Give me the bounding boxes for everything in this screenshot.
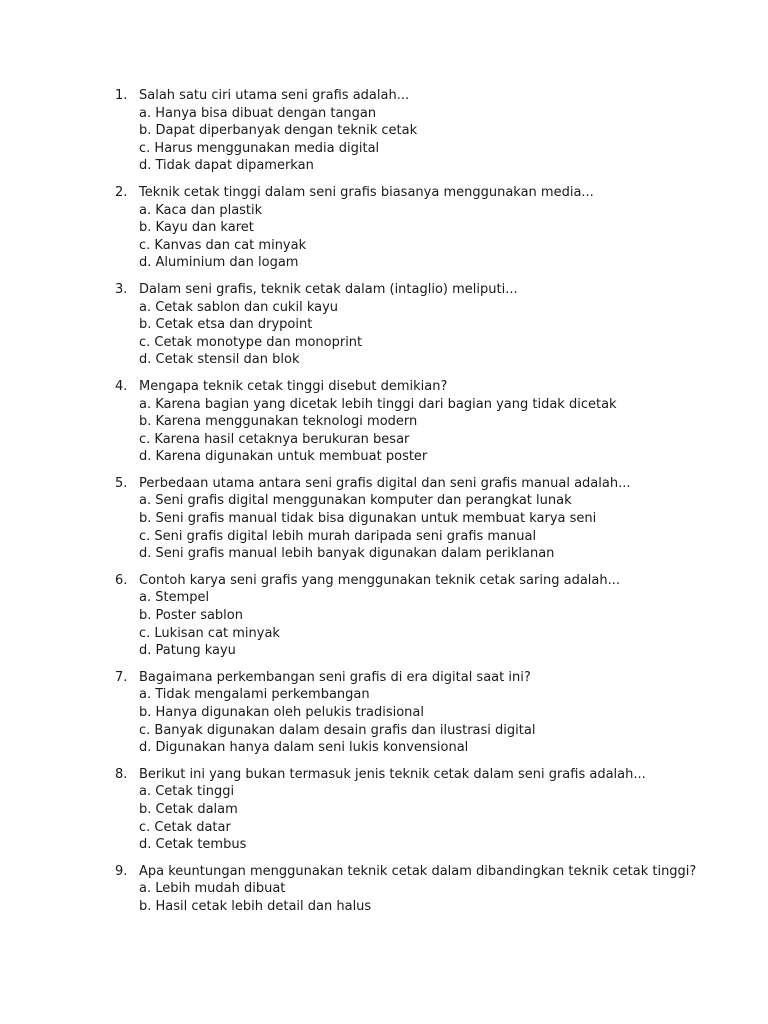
answer-option: c. Lukisan cat minyak [139, 625, 280, 641]
answer-option: b. Seni grafis manual tidak bisa digunakan untuk membuat karya seni [139, 511, 597, 527]
answer-option: d. Aluminium dan logam [139, 255, 299, 271]
answer-option: b. Hanya digunakan oleh pelukis tradisional [139, 705, 424, 720]
option-list [115, 396, 735, 466]
answer-option: d. Digunakan hanya dalam seni lukis konvensional [139, 740, 469, 756]
answer-option: a. Lebih mudah dibuat [139, 881, 286, 897]
answer-option: a. Seni grafis digital menggunakan komputer dan perangkat lunak [139, 493, 572, 509]
question-number: 1. [115, 88, 128, 103]
option-list [115, 492, 735, 562]
answer-option: d. Cetak tembus [139, 837, 247, 853]
answer-option: d. Seni grafis manual lebih banyak digunakan dalam periklanan [139, 546, 555, 562]
question-number: 6. [115, 572, 128, 588]
question-text: Bagaimana perkembangan seni grafis di era digital saat ini? [139, 669, 531, 685]
answer-option: c. Cetak datar [139, 819, 231, 835]
answer-option: d. Tidak dapat dipamerkan [139, 158, 314, 174]
answer-option: a. Cetak sablon dan cukil kayu [139, 299, 339, 315]
question-item [115, 475, 735, 563]
option-list [115, 589, 735, 659]
question-row [115, 669, 735, 687]
question-number: 2. [115, 184, 128, 200]
question-item [115, 378, 735, 466]
option-list [115, 105, 735, 175]
question-number: 5. [115, 475, 128, 491]
question-text: Apa keuntungan menggunakan teknik cetak dalam dibandingkan teknik cetak tinggi? [139, 863, 697, 879]
question-text: Contoh karya seni grafis yang menggunakan teknik cetak saring adalah... [139, 572, 620, 588]
question-item [115, 766, 735, 854]
answer-option: a. Karena bagian yang dicetak lebih tinggi dari bagian yang tidak dicetak [139, 396, 617, 412]
question-list [115, 87, 735, 925]
question-item [115, 184, 735, 272]
answer-option: a. Tidak mengalami perkembangan [139, 687, 370, 703]
question-item [115, 87, 735, 175]
question-number: 4. [115, 378, 128, 394]
question-row [115, 766, 735, 784]
answer-option: b. Dapat diperbanyak dengan teknik cetak [139, 123, 418, 139]
question-text: Mengapa teknik cetak tinggi disebut demikian? [139, 378, 448, 394]
question-item [115, 572, 735, 660]
answer-option: c. Cetak monotype dan monoprint [139, 334, 363, 350]
question-item [115, 281, 735, 369]
answer-option: b. Poster sablon [139, 608, 243, 624]
answer-option: b. Cetak etsa dan drypoint [139, 317, 313, 333]
option-list [115, 686, 735, 756]
question-text: Salah satu ciri utama seni grafis adalah... [139, 88, 410, 103]
answer-option: c. Kanvas dan cat minyak [139, 237, 307, 253]
answer-option: b. Cetak dalam [139, 801, 238, 817]
question-text: Teknik cetak tinggi dalam seni grafis biasanya menggunakan media... [139, 184, 594, 200]
question-row [115, 572, 735, 590]
question-text: Berikut ini yang bukan termasuk jenis teknik cetak dalam seni grafis adalah... [139, 766, 646, 782]
answer-option: a. Kaca dan plastik [139, 202, 263, 218]
answer-option: d. Cetak stensil dan blok [139, 352, 300, 368]
answer-option: b. Karena menggunakan teknologi modern [139, 414, 418, 430]
option-list [115, 783, 735, 853]
question-text: Dalam seni grafis, teknik cetak dalam (intaglio) meliputi... [139, 281, 518, 297]
answer-option: a. Hanya bisa dibuat dengan tangan [139, 105, 377, 121]
question-number: 9. [115, 863, 128, 879]
answer-option: c. Seni grafis digital lebih murah daripada seni grafis manual [139, 528, 537, 544]
question-number: 7. [115, 669, 128, 685]
question-text: Perbedaan utama antara seni grafis digital dan seni grafis manual adalah... [139, 475, 631, 491]
answer-option: c. Karena hasil cetaknya berukuran besar [139, 431, 410, 447]
question-row [115, 281, 735, 299]
question-row [115, 378, 735, 396]
answer-option: c. Banyak digunakan dalam desain grafis dan ilustrasi digital [139, 722, 536, 738]
answer-option: a. Stempel [139, 590, 210, 606]
question-number: 3. [115, 281, 128, 297]
option-list [115, 202, 735, 272]
question-row [115, 475, 735, 493]
answer-option: b. Hasil cetak lebih detail dan halus [139, 898, 372, 914]
option-list [115, 880, 735, 915]
question-number: 8. [115, 766, 128, 782]
question-row [115, 863, 735, 881]
answer-option: b. Kayu dan karet [139, 220, 254, 236]
answer-option: d. Karena digunakan untuk membuat poster [139, 449, 428, 465]
answer-option: d. Patung kayu [139, 643, 236, 659]
answer-option: c. Harus menggunakan media digital [139, 140, 380, 156]
option-list [115, 299, 735, 369]
question-row [115, 184, 735, 202]
question-row [115, 87, 735, 105]
question-item [115, 669, 735, 757]
question-item [115, 863, 735, 916]
answer-option: a. Cetak tinggi [139, 784, 235, 800]
